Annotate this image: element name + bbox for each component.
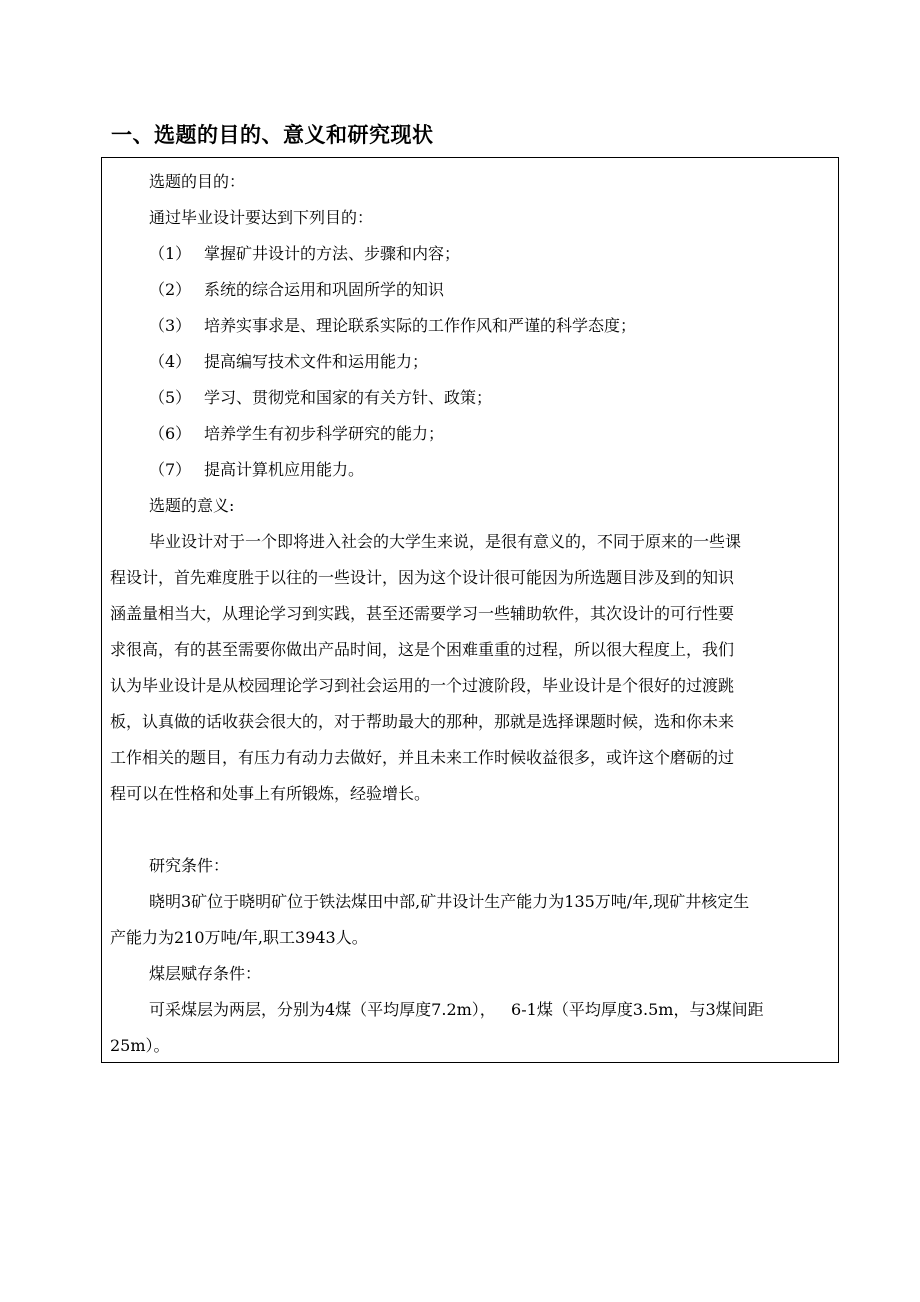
list-text: 培养学生有初步科学研究的能力；: [204, 424, 445, 443]
list-item: [110, 380, 832, 416]
coal-seam-paragraph: [110, 992, 832, 1064]
paragraph-line: 认为毕业设计是从校园理论学习到社会运用的一个过渡阶段，毕业设计是个很好的过渡跳: [110, 676, 735, 695]
content-box: [101, 157, 839, 1063]
list-item: [110, 416, 832, 452]
paragraph-line: 涵盖量相当大，从理论学习到实践，甚至还需要学习一些辅助软件，其次设计的可行性要: [110, 604, 735, 623]
paragraph-line: 程设计，首先难度胜于以往的一些设计，因为这个设计很可能因为所选题目涉及到的知识: [110, 568, 735, 587]
list-item: [110, 308, 832, 344]
paragraph-line: 可采煤层为两层，分别为4煤（平均厚度7.2m）， 6-1煤（平均厚度3.5m，与3煤间距: [149, 1000, 764, 1019]
list-number: （5）: [149, 388, 192, 407]
list-text: 学习、贯彻党和国家的有关方针、政策；: [204, 388, 493, 407]
paragraph-line: 25m）。: [110, 1036, 170, 1055]
blank-line: [110, 812, 832, 848]
conditions-paragraph: [110, 884, 832, 956]
list-number: （6）: [149, 424, 192, 443]
list-text: 提高计算机应用能力。: [204, 460, 365, 479]
purpose-intro: 通过毕业设计要达到下列目的：: [149, 208, 374, 227]
purpose-heading: 选题的目的：: [149, 172, 246, 191]
list-number: （2）: [149, 280, 192, 299]
significance-heading: 选题的意义:: [149, 496, 235, 515]
list-item: [110, 452, 832, 488]
list-number: （4）: [149, 352, 192, 371]
conditions-heading: 研究条件：: [149, 856, 230, 875]
list-item: [110, 236, 832, 272]
paragraph-line: 求很高，有的甚至需要你做出产品时间，这是个困难重重的过程，所以很大程度上，我们: [110, 640, 735, 659]
list-text: 提高编写技术文件和运用能力；: [204, 352, 429, 371]
list-item: [110, 344, 832, 380]
list-item: [110, 272, 832, 308]
list-text: 系统的综合运用和巩固所学的知识: [204, 280, 445, 299]
list-number: （7）: [149, 460, 192, 479]
section-title: 一、选题的目的、意义和研究现状: [111, 123, 434, 147]
coal-seam-heading: 煤层赋存条件：: [149, 964, 262, 983]
list-text: 培养实事求是、理论联系实际的工作作风和严谨的科学态度；: [204, 316, 637, 335]
paragraph-line: 程可以在性格和处事上有所锻炼，经验增长。: [110, 784, 431, 803]
list-number: （1）: [149, 244, 192, 263]
list-number: （3）: [149, 316, 192, 335]
list-text: 掌握矿井设计的方法、步骤和内容；: [204, 244, 461, 263]
paragraph-line: 板，认真做的话收获会很大的，对于帮助最大的那种，那就是选择课题时候，选和你未来: [110, 712, 735, 731]
paragraph-line: 晓明3矿位于晓明矿位于铁法煤田中部,矿井设计生产能力为135万吨/年,现矿井核定生: [149, 892, 750, 911]
paragraph-line: 产能力为210万吨/年,职工3943人。: [110, 928, 368, 947]
content-body: [110, 164, 832, 1064]
paragraph-line: 毕业设计对于一个即将进入社会的大学生来说，是很有意义的，不同于原来的一些课: [149, 532, 742, 551]
significance-paragraph: [110, 524, 832, 812]
paragraph-line: 工作相关的题目，有压力有动力去做好，并且未来工作时候收益很多，或许这个磨砺的过: [110, 748, 735, 767]
purpose-list: [110, 236, 832, 488]
